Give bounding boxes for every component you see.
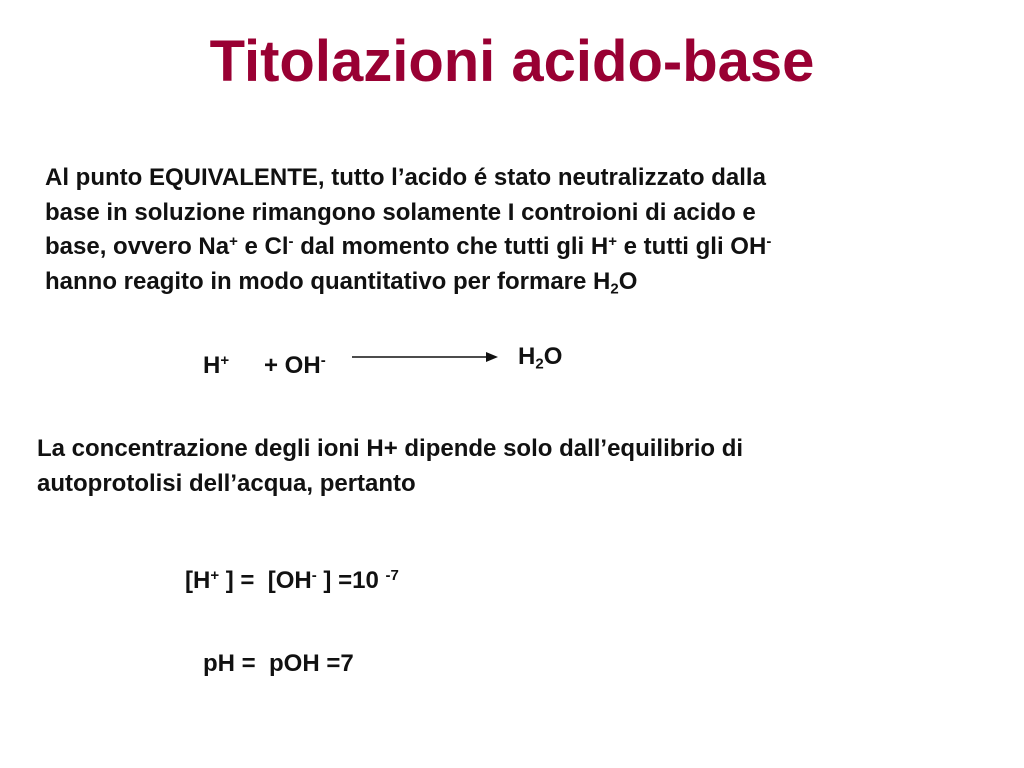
water-subscript: 2 [610, 280, 619, 297]
para1-line2: base in soluzione rimangono solamente I controioni di acido e [45, 198, 756, 226]
text-o: O [618, 267, 638, 295]
product-h: H [518, 343, 536, 370]
autoprotolysis-paragraph [37, 432, 977, 501]
text-oh: e tutti gli OH [616, 233, 767, 260]
text-cl: e Cl [237, 233, 289, 260]
text-h: dal momento che tutti gli H [293, 233, 609, 260]
reaction-arrow-icon [352, 345, 498, 369]
concentration-equation [185, 567, 399, 595]
reactant-h [203, 352, 229, 380]
text-na: base, ovvero Na [45, 233, 230, 260]
eq-exponent: -7 [385, 566, 399, 584]
product-water [518, 343, 562, 371]
reactant-h-charge: + [220, 351, 230, 369]
para2-line1: La concentrazione degli ioni H+ dipende solo dall’equilibrio di [37, 435, 744, 462]
slide-title: Titolazioni acido-base [209, 29, 815, 94]
eq-h-charge: + [210, 566, 220, 584]
text-formare: hanno reagito in modo quantitativo per formare H [45, 267, 611, 295]
cl-charge: - [288, 232, 294, 250]
reactant-oh-charge: - [320, 351, 326, 369]
product-subscript: 2 [535, 355, 544, 373]
eq-h-bracket: [H [185, 567, 211, 594]
reactant-oh [264, 352, 326, 380]
oh-charge: - [766, 232, 772, 250]
para2-line2: autoprotolisi dell’acqua, pertanto [37, 469, 416, 497]
para1-line1: Al punto EQUIVALENTE, tutto l’acido é stato neutralizzato dalla [45, 164, 766, 191]
ph-equation: pH = pOH =7 [203, 650, 354, 677]
eq-value: ] =10 [316, 567, 386, 594]
reactant-oh-symbol: + OH [264, 352, 321, 379]
equivalence-paragraph [45, 161, 945, 299]
na-charge: + [229, 232, 238, 250]
product-o: O [543, 343, 563, 370]
para1-line3 [45, 233, 771, 260]
para1-line4 [45, 268, 637, 295]
eq-oh-bracket: ] = [OH [219, 567, 312, 594]
reactant-h-symbol: H [203, 352, 221, 379]
h-charge: + [608, 232, 617, 250]
eq-oh-charge: - [311, 566, 317, 584]
